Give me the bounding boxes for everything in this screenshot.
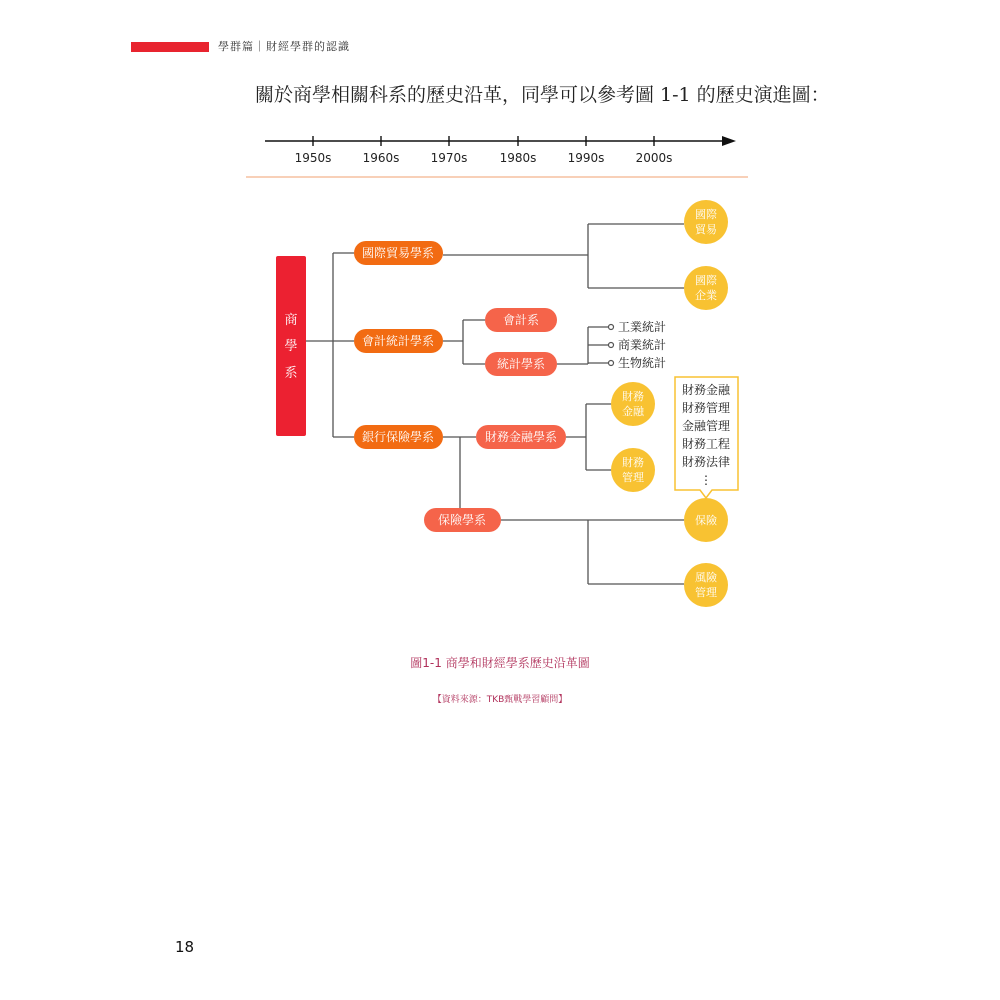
- root-department: [276, 256, 306, 436]
- dept-accounting-label: 會計系: [502, 313, 540, 327]
- circle-intl-trade-line-1: 國際: [695, 208, 717, 221]
- timeline-label-1980s: 1980s: [499, 151, 537, 165]
- circle-finance-money-line-2: 金融: [622, 405, 644, 418]
- figure-caption: 圖1-1 商學和財經學系歷史沿革圖: [410, 656, 590, 670]
- intro-paragraph: 關於商學相關科系的歷史沿革，同學可以參考圖 1-1 的歷史演進圖：: [255, 84, 830, 106]
- timeline-label-2000s: 2000s: [635, 151, 673, 165]
- dept-acct-stats-label: 會計統計學系: [361, 334, 435, 348]
- circle-insurance: [684, 498, 728, 542]
- circle-intl-business: [684, 266, 728, 310]
- dept-insurance-label: 保險學系: [437, 513, 487, 527]
- dept-banking-insurance: [354, 425, 443, 449]
- stats-list: [618, 319, 666, 370]
- root-label-char-3: 系: [284, 366, 298, 381]
- finance-callout-item-3: 金融管理: [681, 419, 731, 433]
- stats-item-business: 商業統計: [618, 338, 667, 352]
- timeline-label-1970s: 1970s: [430, 151, 468, 165]
- dept-insurance: [424, 508, 501, 532]
- circle-intl-business-line-1: 國際: [695, 274, 717, 287]
- root-label-char-2: 學: [284, 339, 298, 354]
- circle-insurance-label: 保險: [695, 514, 717, 527]
- finance-callout-item-1: 財務金融: [681, 383, 731, 397]
- circle-finance-mgmt-line-1: 財務: [622, 456, 644, 469]
- running-header: 學群篇｜財經學群的認識: [218, 40, 350, 53]
- circle-risk-mgmt: [684, 563, 728, 607]
- circle-intl-business-line-2: 企業: [695, 289, 717, 302]
- dept-intl-trade: [354, 241, 443, 265]
- finance-callout-item-5: 財務法律: [681, 455, 731, 469]
- circle-finance-money-line-1: 財務: [622, 390, 644, 403]
- dept-banking-insurance-label: 銀行保險學系: [361, 430, 435, 444]
- circle-finance-mgmt-line-2: 管理: [622, 471, 644, 484]
- finance-callout-item-2: 財務管理: [681, 401, 731, 415]
- timeline-arrow-icon: [722, 136, 736, 146]
- dept-statistics-label: 統計學系: [496, 357, 546, 371]
- dept-finance: [476, 425, 566, 449]
- stats-bullet-icons: [609, 325, 614, 366]
- dept-acct-stats: [354, 329, 443, 353]
- finance-callout-item-4: 財務工程: [681, 437, 731, 451]
- dept-intl-trade-label: 國際貿易學系: [361, 246, 435, 260]
- root-label-char-1: 商: [284, 313, 298, 328]
- circle-intl-trade-line-2: 貿易: [695, 223, 717, 236]
- finance-callout-ellipsis: ⋮: [700, 473, 712, 487]
- circle-finance-mgmt: [611, 448, 655, 492]
- stats-item-biological: 生物統計: [618, 356, 667, 370]
- timeline: [265, 136, 736, 165]
- finance-callout: [675, 377, 738, 498]
- circle-finance-money: [611, 382, 655, 426]
- circle-risk-mgmt-line-2: 管理: [695, 586, 717, 599]
- figure-source: 【資料來源：TKB甄戰學習顧問】: [432, 695, 568, 705]
- circle-risk-mgmt-line-1: 風險: [695, 571, 717, 584]
- dept-statistics: [485, 352, 557, 376]
- timeline-label-1960s: 1960s: [362, 151, 400, 165]
- dept-accounting: [485, 308, 557, 332]
- page-number: 18: [175, 938, 195, 956]
- timeline-label-1990s: 1990s: [567, 151, 605, 165]
- stats-item-industrial: 工業統計: [618, 320, 667, 334]
- dept-finance-label: 財務金融學系: [484, 430, 558, 444]
- circle-intl-trade: [684, 200, 728, 244]
- timeline-label-1950s: 1950s: [294, 151, 332, 165]
